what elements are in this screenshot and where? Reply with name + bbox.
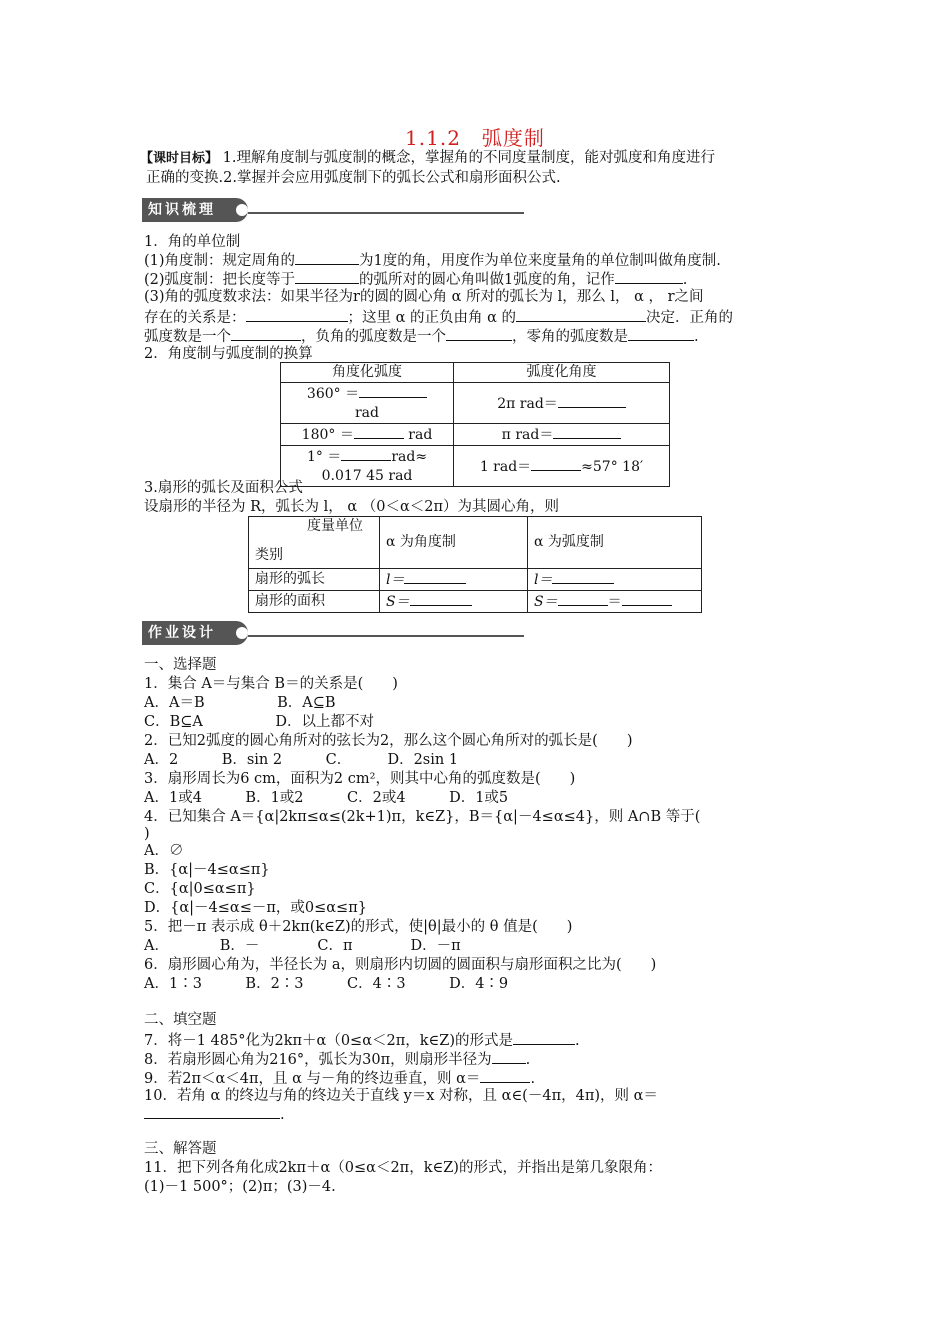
hw-line: 10．若角 α 的终边与角的终边关于直线 y＝x 对称，且 α∈(－4π，4π)，则 α＝ <box>144 1088 658 1104</box>
hw-line: 9．若2π＜α＜4π，且 α 与－角的终边垂直，则 α＝ . <box>144 1068 535 1089</box>
table-cell: π rad＝ <box>454 424 670 446</box>
blank <box>513 1030 575 1045</box>
table-cell: 2π rad＝ <box>454 383 670 424</box>
table-header: 弧度化角度 <box>454 363 670 383</box>
hw-line: A．∅ <box>144 843 184 859</box>
hw-line: B．{α|－4≤α≤π} <box>144 862 270 878</box>
conversion-table <box>280 362 670 487</box>
blank <box>553 424 621 439</box>
sector-table <box>248 516 702 613</box>
table-cell: 扇形的弧长 <box>249 569 380 591</box>
hw-line: ) <box>144 826 150 842</box>
s1-heading-3: 3.扇形的弧长及面积公式 <box>144 480 303 496</box>
hw-line: C．{α|0≤α≤π} <box>144 881 256 897</box>
hw-line: A． B．－ C．π D．－π <box>144 938 461 954</box>
table-header: 角度化弧度 <box>281 363 454 383</box>
section-dot-icon <box>236 204 248 216</box>
hw-line: 7．将－1 485°化为2kπ＋α（0≤α＜2π，k∈Z)的形式是 . <box>144 1030 580 1051</box>
table-cell: 扇形的面积 <box>249 591 380 613</box>
blank <box>516 307 646 322</box>
blank <box>295 269 359 284</box>
table-cell: l＝ <box>380 569 528 591</box>
table-corner: 度量单位 类别 <box>249 517 380 569</box>
hw-line: 8．若扇形圆心角为216°，弧长为30π，则扇形半径为 . <box>144 1049 530 1070</box>
hw-line: A．2 B．sin 2 C． D．2sin 1 <box>144 752 459 768</box>
hw-line: . <box>144 1104 285 1125</box>
hw-line: 2．已知2弧度的圆心角所对的弦长为2，那么这个圆心角所对的弧长是( ) <box>144 733 633 749</box>
s1-para-2: (2)弧度制：把长度等于 的弧所对的圆心角叫做1弧度的角，记作 . <box>144 269 687 290</box>
hw-line: C．B⊆A D．以上都不对 <box>144 714 374 730</box>
hw-line: 11．把下列各角化成2kπ＋α（0≤α＜2π，k∈Z)的形式，并指出是第几象限角： <box>144 1160 662 1176</box>
page-title: 1.1.2 弧度制 <box>405 126 545 150</box>
table-cell: 1° ＝ rad≈ 0.017 45 rad <box>281 446 454 487</box>
hw-line: D．{α|－4≤α≤－π，或0≤α≤π} <box>144 900 367 916</box>
hw-line: 一、选择题 <box>144 657 217 673</box>
hw-line: 二、填空题 <box>144 1012 217 1028</box>
s1-para-5: 弧度数是一个 ，负角的弧度数是一个 ，零角的弧度数是 . <box>144 326 699 347</box>
table-cell: S＝ ＝ <box>528 591 702 613</box>
hw-line: (1)－1 500°；(2)π；(3)－4. <box>144 1179 336 1195</box>
hw-line: A．1或4 B．1或2 C．2或4 D．1或5 <box>144 790 509 806</box>
blank <box>231 326 301 341</box>
table-cell: 360° ＝ rad <box>281 383 454 424</box>
s1-heading-1: 1．角的单位制 <box>144 234 241 250</box>
blank <box>446 326 512 341</box>
blank <box>295 250 359 265</box>
blank <box>552 569 614 584</box>
table-cell: 1 rad＝ ≈57° 18′ <box>454 446 670 487</box>
blank <box>558 591 608 606</box>
hw-line: A．A＝B B．A⊆B <box>144 695 336 711</box>
objectives-label: 【课时目标】 <box>140 151 219 166</box>
hw-line: 三、解答题 <box>144 1141 217 1157</box>
hw-line: 6．扇形圆心角为，半径长为 a，则扇形内切圆的圆面积与扇形面积之比为( ) <box>144 957 657 973</box>
section-rule <box>248 635 524 637</box>
hw-line: 3．扇形周长为6 cm，面积为2 cm²，则其中心角的弧度数是( ) <box>144 771 576 787</box>
s1-para-4: 存在的关系是： ；这里 α 的正负由角 α 的 决定．正角的 <box>144 307 733 328</box>
hw-line: 1．集合 A＝与集合 B＝的关系是( ) <box>144 676 398 692</box>
section-rule <box>248 212 524 214</box>
blank <box>615 269 683 284</box>
s1-para-6: 设扇形的半径为 R，弧长为 l， α （0＜α＜2π）为其圆心角，则 <box>144 499 560 515</box>
blank <box>246 307 348 322</box>
blank <box>558 393 626 408</box>
table-cell: S＝ <box>380 591 528 613</box>
blank <box>144 1104 280 1119</box>
hw-line: 5．把－π 表示成 θ＋2kπ(k∈Z)的形式，使|θ|最小的 θ 值是( ) <box>144 919 573 935</box>
table-header: α 为弧度制 <box>528 517 702 569</box>
blank <box>531 456 581 471</box>
table-cell: 180° ＝ rad <box>281 424 454 446</box>
s1-para-3: (3)角的弧度数求法：如果半径为r的圆的圆心角 α 所对的弧长为 l，那么 l， α ， r之间 <box>144 289 704 305</box>
blank <box>359 383 427 398</box>
blank <box>354 424 404 439</box>
section-label: 知识梳理 <box>142 198 248 222</box>
blank <box>341 446 391 461</box>
blank <box>622 591 672 606</box>
hw-line: A．1∶3 B．2∶3 C．4∶3 D．4∶9 <box>144 976 509 992</box>
section-dot-icon <box>236 627 248 639</box>
hw-line: 4．已知集合 A＝{α|2kπ≤α≤(2k+1)π，k∈Z}，B＝{α|－4≤α≤4}，则 A∩B 等于( <box>144 809 701 825</box>
blank <box>492 1049 526 1064</box>
objectives-line-1: 【课时目标】 1.理解角度制与弧度制的概念，掌握角的不同度量制度，能对弧度和角度进行 <box>140 150 715 166</box>
objectives-line-2: 正确的变换.2.掌握并会应用弧度制下的弧长公式和扇形面积公式. <box>146 170 561 186</box>
table-cell: l＝ <box>528 569 702 591</box>
blank <box>404 569 466 584</box>
section-label: 作业设计 <box>142 621 248 645</box>
s1-para-1: (1)角度制：规定周角的 为1度的角，用度作为单位来度量角的单位制叫做角度制. <box>144 250 721 271</box>
blank <box>410 591 472 606</box>
blank <box>480 1068 530 1083</box>
blank <box>628 326 694 341</box>
table-header: α 为角度制 <box>380 517 528 569</box>
s1-heading-2: 2．角度制与弧度制的换算 <box>144 346 313 362</box>
